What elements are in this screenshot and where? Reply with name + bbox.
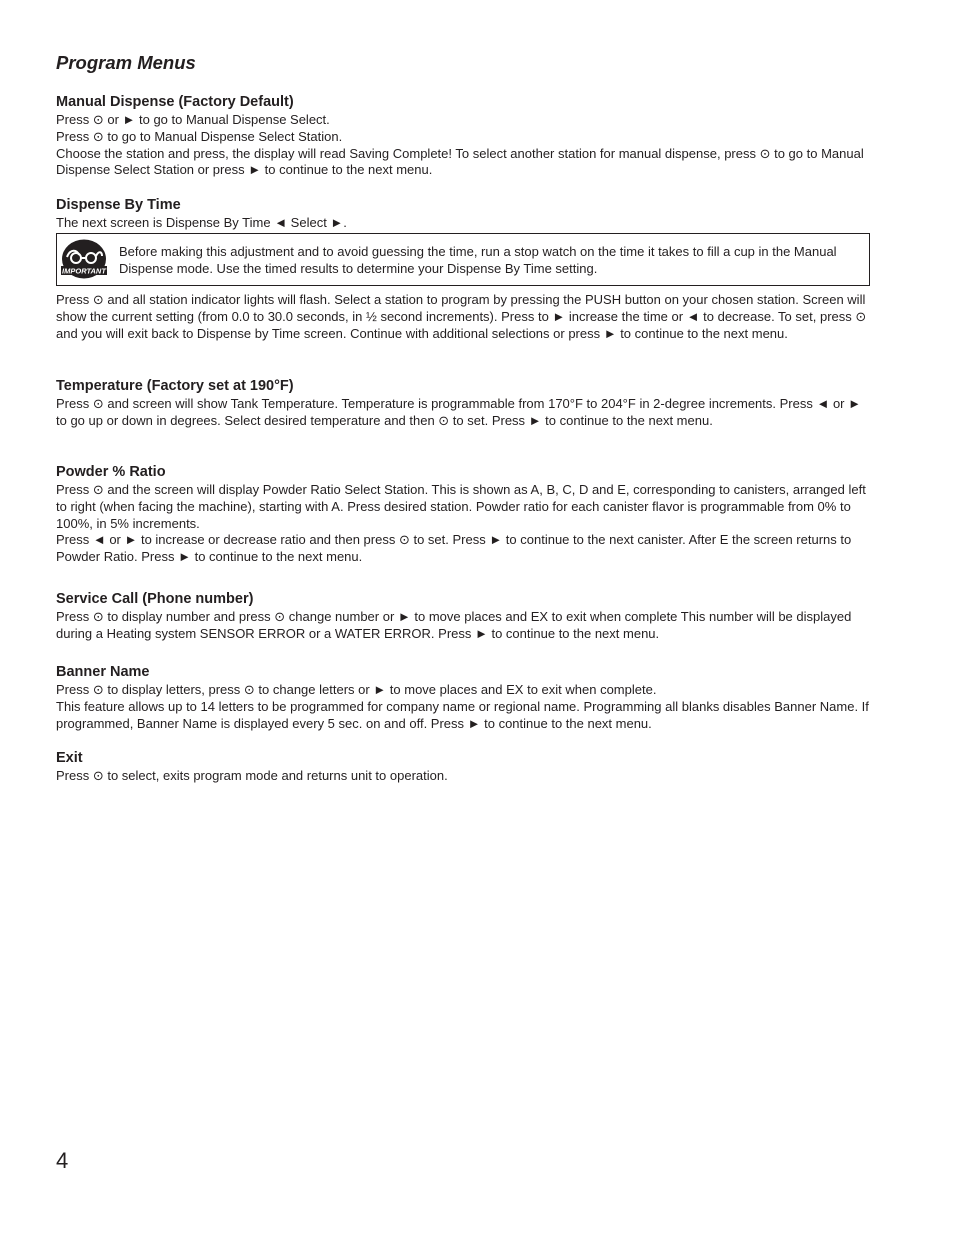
paragraph: Press ⊙ to display letters, press ⊙ to change letters or ► to move places and EX to exit when complete. bbox=[56, 682, 657, 697]
section-heading: Manual Dispense (Factory Default) bbox=[56, 94, 294, 110]
section-heading: Banner Name bbox=[56, 664, 150, 680]
paragraph: This feature allows up to 14 letters to be programmed for company name or regional name. Programming all blanks disables Banner Name. If programmed, Banner Name is displayed every 5 sec. on and off. Press ► to continue to the next menu. bbox=[56, 698, 869, 731]
important-notice-text: Before making this adjustment and to avoid guessing the time, run a stop watch on the time it takes to fill a cup in the Manual Dispense mode. Use the timed results to determine your Dispense By Time setting. bbox=[119, 244, 837, 276]
section-heading: Dispense By Time bbox=[56, 197, 181, 213]
important-glasses-icon bbox=[61, 239, 107, 279]
section-heading: Temperature (Factory set at 190°F) bbox=[56, 378, 294, 394]
paragraph: Press ⊙ to go to Manual Dispense Select Station. bbox=[56, 128, 343, 144]
paragraph: Press ⊙ to display number and press ⊙ change number or ► to move places and EX to exit when complete This number will be displayed during a Heating system SENSOR ERROR or a WATER ERROR. Press ► to continue to the next menu. bbox=[56, 609, 852, 641]
paragraph: Press ⊙ and the screen will display Powder Ratio Select Station. This is shown as A, B, C, D and E, corresponding to canisters, arranged left to right (when facing the machine), starting with A. Press desired station. Powder ratio for each canister flavor is programmable from 0% to 100%, in 5% increments. bbox=[56, 482, 866, 531]
section-heading: Exit bbox=[56, 750, 83, 766]
section-dispense-by-time-details bbox=[56, 292, 870, 342]
section-exit bbox=[56, 749, 870, 785]
paragraph: Press ⊙ and screen will show Tank Temperature. Temperature is programmable from 170°F to 204°F in 2-degree increments. Press ◄ or ► to go up or down in degrees. Select desired temperature and then ⊙ to set. Press ► to continue to the next menu. bbox=[56, 396, 861, 428]
important-notice-box bbox=[56, 233, 870, 286]
section-heading: Service Call (Phone number) bbox=[56, 591, 254, 607]
important-icon-label: IMPORTANT bbox=[62, 266, 106, 276]
section-dispense-by-time bbox=[56, 196, 870, 232]
page-title: Program Menus bbox=[56, 52, 196, 73]
paragraph: Press ⊙ and all station indicator lights will flash. Select a station to program by pressing the PUSH button on your chosen station. Screen will show the current setting (from 0.0 to 30.0 seconds, in ½ second increments). Press to ► increase the time or ◄ to decrease. To set, press ⊙ and you will exit back to Dispense by Time screen. Continue with additional selections or press ► to continue to the next menu. bbox=[56, 292, 867, 341]
section-temperature bbox=[56, 377, 870, 430]
paragraph: Press ◄ or ► to increase or decrease ratio and then press ⊙ to set. Press ► to continue to the next canister. After E the screen returns to Powder Ratio. Press ► to continue to the next menu. bbox=[56, 532, 852, 565]
section-powder-ratio bbox=[56, 463, 870, 566]
section-heading: Powder % Ratio bbox=[56, 464, 166, 480]
page-number: 4 bbox=[56, 1148, 69, 1173]
section-manual-dispense bbox=[56, 93, 870, 179]
section-service-call bbox=[56, 590, 870, 643]
paragraph: Press ⊙ to select, exits program mode and returns unit to operation. bbox=[56, 768, 448, 783]
paragraph: Press ⊙ or ► to go to Manual Dispense Select. bbox=[56, 112, 330, 127]
paragraph: Choose the station and press, the display will read Saving Complete! To select another station for manual dispense, press ⊙ to go to Manual Dispense Select Station or press ► to continue to the next menu. bbox=[56, 145, 864, 178]
paragraph: The next screen is Dispense By Time ◄ Select ►. bbox=[56, 215, 347, 230]
section-banner-name bbox=[56, 663, 870, 732]
